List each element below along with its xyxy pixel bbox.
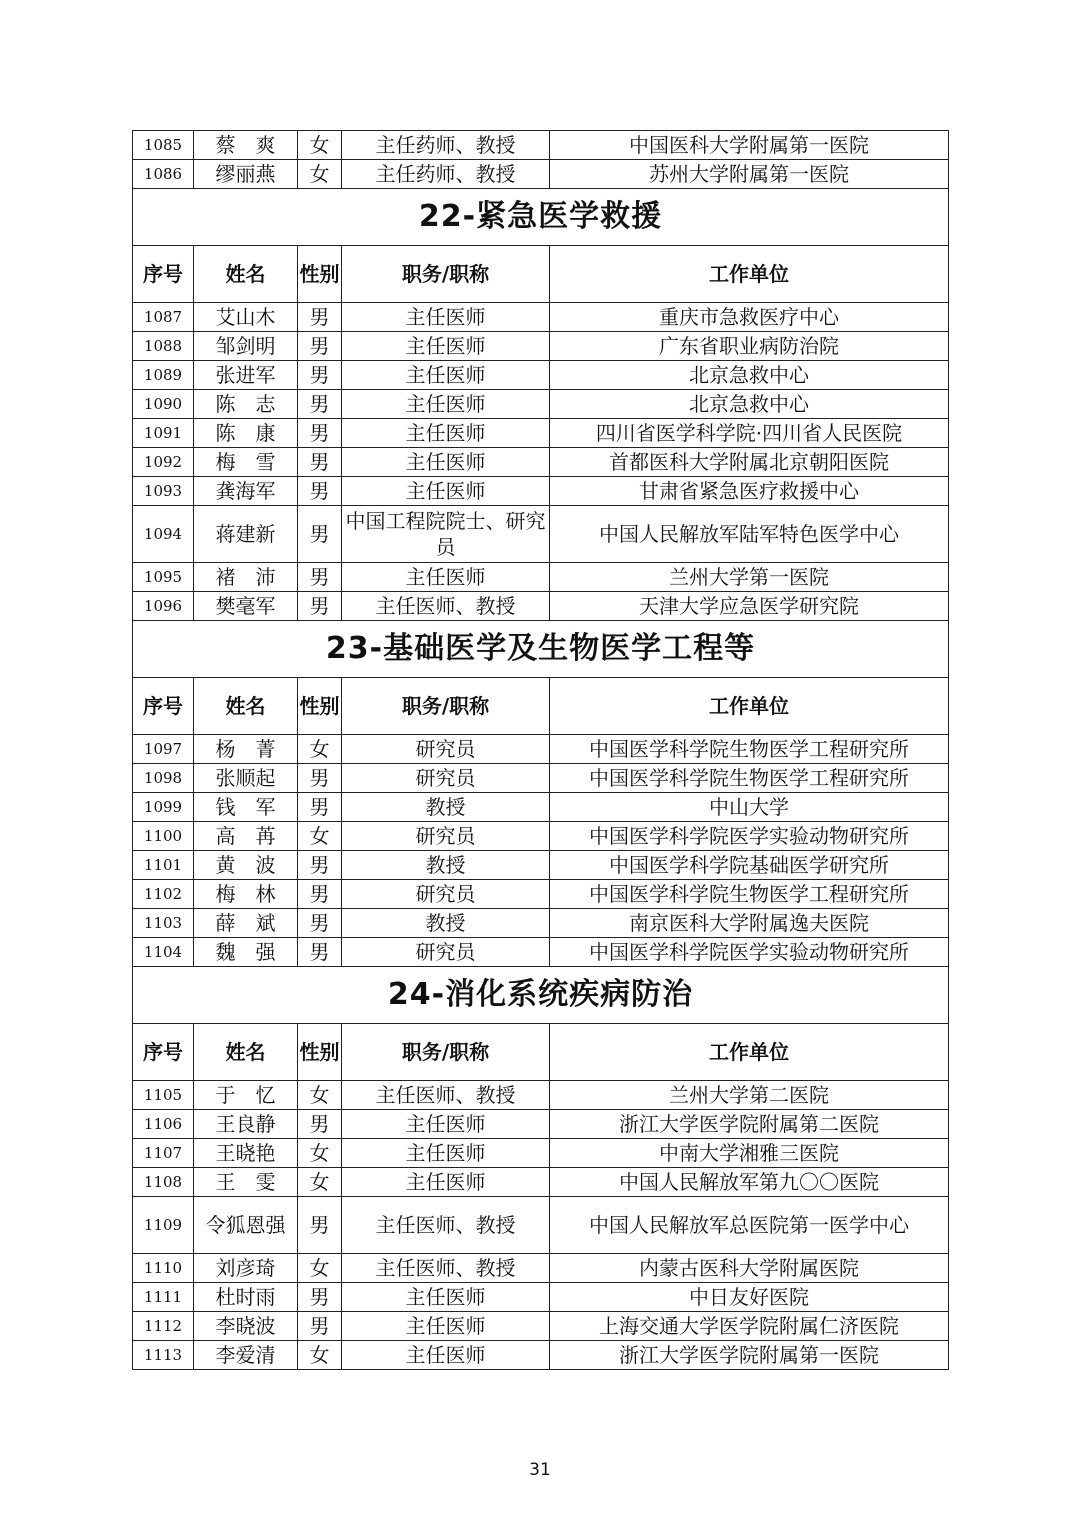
header-number: 序号 bbox=[133, 246, 194, 303]
column-header-row bbox=[133, 246, 949, 303]
row-gender: 女 bbox=[298, 1254, 342, 1283]
table-row bbox=[133, 735, 949, 764]
table-row bbox=[133, 909, 949, 938]
table-row bbox=[133, 303, 949, 332]
section-title: 24-消化系统疾病防治 bbox=[133, 967, 949, 1024]
row-name: 邹剑明 bbox=[194, 332, 298, 361]
row-unit: 浙江大学医学院附属第二医院 bbox=[550, 1110, 949, 1139]
row-number: 1111 bbox=[133, 1283, 194, 1312]
table-row bbox=[133, 361, 949, 390]
table-row bbox=[133, 822, 949, 851]
row-name: 高 苒 bbox=[194, 822, 298, 851]
row-title: 主任医师 bbox=[342, 361, 550, 390]
row-unit: 南京医科大学附属逸夫医院 bbox=[550, 909, 949, 938]
row-number: 1100 bbox=[133, 822, 194, 851]
row-gender: 男 bbox=[298, 1283, 342, 1312]
row-gender: 女 bbox=[298, 1168, 342, 1197]
header-title: 职务/职称 bbox=[342, 1024, 550, 1081]
row-number: 1105 bbox=[133, 1081, 194, 1110]
row-unit: 中国医学科学院医学实验动物研究所 bbox=[550, 938, 949, 967]
table-row bbox=[133, 764, 949, 793]
row-gender: 女 bbox=[298, 1139, 342, 1168]
row-number: 1113 bbox=[133, 1341, 194, 1370]
row-name: 钱 军 bbox=[194, 793, 298, 822]
row-number: 1087 bbox=[133, 303, 194, 332]
row-unit: 北京急救中心 bbox=[550, 361, 949, 390]
row-number: 1088 bbox=[133, 332, 194, 361]
table-row bbox=[133, 793, 949, 822]
header-unit: 工作单位 bbox=[550, 1024, 949, 1081]
row-number: 1110 bbox=[133, 1254, 194, 1283]
row-title: 主任医师、教授 bbox=[342, 1081, 550, 1110]
row-unit: 中国医学科学院生物医学工程研究所 bbox=[550, 764, 949, 793]
row-title: 主任医师、教授 bbox=[342, 1197, 550, 1254]
row-number: 1103 bbox=[133, 909, 194, 938]
row-number: 1089 bbox=[133, 361, 194, 390]
row-unit: 苏州大学附属第一医院 bbox=[550, 160, 949, 189]
row-gender: 男 bbox=[298, 851, 342, 880]
row-title: 主任医师 bbox=[342, 1139, 550, 1168]
table-row bbox=[133, 880, 949, 909]
row-gender: 男 bbox=[298, 506, 342, 563]
row-name: 樊毫军 bbox=[194, 592, 298, 621]
row-unit: 中国医学科学院生物医学工程研究所 bbox=[550, 735, 949, 764]
row-unit: 中国医学科学院生物医学工程研究所 bbox=[550, 880, 949, 909]
row-unit: 中国人民解放军总医院第一医学中心 bbox=[550, 1197, 949, 1254]
column-header-row bbox=[133, 678, 949, 735]
table-row bbox=[133, 131, 949, 160]
row-unit: 内蒙古医科大学附属医院 bbox=[550, 1254, 949, 1283]
row-name: 王晓艳 bbox=[194, 1139, 298, 1168]
row-title: 主任医师 bbox=[342, 419, 550, 448]
row-gender: 男 bbox=[298, 419, 342, 448]
row-title: 主任医师 bbox=[342, 1341, 550, 1370]
table-row bbox=[133, 1312, 949, 1341]
row-name: 李爱清 bbox=[194, 1341, 298, 1370]
table-row bbox=[133, 332, 949, 361]
row-name: 缪丽燕 bbox=[194, 160, 298, 189]
row-title: 研究员 bbox=[342, 735, 550, 764]
row-number: 1109 bbox=[133, 1197, 194, 1254]
row-name: 王良静 bbox=[194, 1110, 298, 1139]
table-row bbox=[133, 1139, 949, 1168]
row-name: 王 雯 bbox=[194, 1168, 298, 1197]
row-number: 1108 bbox=[133, 1168, 194, 1197]
row-title: 主任医师 bbox=[342, 1168, 550, 1197]
row-gender: 男 bbox=[298, 793, 342, 822]
row-unit: 中国医学科学院医学实验动物研究所 bbox=[550, 822, 949, 851]
row-gender: 男 bbox=[298, 880, 342, 909]
section-title: 22-紧急医学救援 bbox=[133, 189, 949, 246]
row-name: 杨 菁 bbox=[194, 735, 298, 764]
row-title: 主任医师、教授 bbox=[342, 592, 550, 621]
row-title: 教授 bbox=[342, 793, 550, 822]
row-gender: 男 bbox=[298, 909, 342, 938]
row-number: 1085 bbox=[133, 131, 194, 160]
row-gender: 女 bbox=[298, 131, 342, 160]
row-gender: 男 bbox=[298, 1197, 342, 1254]
row-number: 1090 bbox=[133, 390, 194, 419]
row-number: 1102 bbox=[133, 880, 194, 909]
header-number: 序号 bbox=[133, 1024, 194, 1081]
table-row bbox=[133, 506, 949, 563]
row-gender: 女 bbox=[298, 822, 342, 851]
row-unit: 中山大学 bbox=[550, 793, 949, 822]
table-row bbox=[133, 477, 949, 506]
row-name: 李晓波 bbox=[194, 1312, 298, 1341]
row-name: 蒋建新 bbox=[194, 506, 298, 563]
row-title: 教授 bbox=[342, 909, 550, 938]
row-name: 龚海军 bbox=[194, 477, 298, 506]
row-name: 张进军 bbox=[194, 361, 298, 390]
row-name: 杜时雨 bbox=[194, 1283, 298, 1312]
row-unit: 中国人民解放军第九〇〇医院 bbox=[550, 1168, 949, 1197]
row-gender: 男 bbox=[298, 592, 342, 621]
row-number: 1097 bbox=[133, 735, 194, 764]
row-unit: 四川省医学科学院·四川省人民医院 bbox=[550, 419, 949, 448]
header-unit: 工作单位 bbox=[550, 678, 949, 735]
header-gender: 性别 bbox=[298, 678, 342, 735]
row-number: 1093 bbox=[133, 477, 194, 506]
table-row bbox=[133, 419, 949, 448]
table-row bbox=[133, 1110, 949, 1139]
row-number: 1104 bbox=[133, 938, 194, 967]
section-title: 23-基础医学及生物医学工程等 bbox=[133, 621, 949, 678]
row-title: 研究员 bbox=[342, 764, 550, 793]
row-unit: 重庆市急救医疗中心 bbox=[550, 303, 949, 332]
row-number: 1112 bbox=[133, 1312, 194, 1341]
row-number: 1091 bbox=[133, 419, 194, 448]
row-gender: 女 bbox=[298, 160, 342, 189]
table-row bbox=[133, 851, 949, 880]
page-number: 31 bbox=[529, 1460, 551, 1480]
row-number: 1096 bbox=[133, 592, 194, 621]
table-row bbox=[133, 1254, 949, 1283]
row-gender: 男 bbox=[298, 1110, 342, 1139]
row-number: 1095 bbox=[133, 563, 194, 592]
table-row bbox=[133, 938, 949, 967]
table-row bbox=[133, 448, 949, 477]
row-unit: 首都医科大学附属北京朝阳医院 bbox=[550, 448, 949, 477]
header-title: 职务/职称 bbox=[342, 678, 550, 735]
row-title: 主任医师 bbox=[342, 390, 550, 419]
row-name: 梅 雪 bbox=[194, 448, 298, 477]
row-gender: 男 bbox=[298, 764, 342, 793]
header-title: 职务/职称 bbox=[342, 246, 550, 303]
row-name: 艾山木 bbox=[194, 303, 298, 332]
row-title: 主任医师 bbox=[342, 448, 550, 477]
row-title: 主任医师 bbox=[342, 303, 550, 332]
row-title: 教授 bbox=[342, 851, 550, 880]
row-title: 主任医师 bbox=[342, 1110, 550, 1139]
row-unit: 中南大学湘雅三医院 bbox=[550, 1139, 949, 1168]
row-number: 1098 bbox=[133, 764, 194, 793]
row-title: 主任医师 bbox=[342, 1312, 550, 1341]
row-unit: 兰州大学第一医院 bbox=[550, 563, 949, 592]
table-row bbox=[133, 160, 949, 189]
row-unit: 中国医学科学院基础医学研究所 bbox=[550, 851, 949, 880]
row-name: 令狐恩强 bbox=[194, 1197, 298, 1254]
row-unit: 中国医科大学附属第一医院 bbox=[550, 131, 949, 160]
row-title: 主任药师、教授 bbox=[342, 160, 550, 189]
row-name: 梅 林 bbox=[194, 880, 298, 909]
table-row bbox=[133, 1081, 949, 1110]
row-gender: 男 bbox=[298, 563, 342, 592]
row-unit: 中日友好医院 bbox=[550, 1283, 949, 1312]
header-number: 序号 bbox=[133, 678, 194, 735]
row-number: 1107 bbox=[133, 1139, 194, 1168]
header-gender: 性别 bbox=[298, 246, 342, 303]
row-name: 褚 沛 bbox=[194, 563, 298, 592]
row-number: 1099 bbox=[133, 793, 194, 822]
row-title: 主任医师 bbox=[342, 563, 550, 592]
row-name: 于 忆 bbox=[194, 1081, 298, 1110]
header-gender: 性别 bbox=[298, 1024, 342, 1081]
row-name: 黄 波 bbox=[194, 851, 298, 880]
row-gender: 男 bbox=[298, 938, 342, 967]
table-row bbox=[133, 1168, 949, 1197]
row-name: 蔡 爽 bbox=[194, 131, 298, 160]
expert-list-table bbox=[132, 130, 949, 1370]
row-unit: 兰州大学第二医院 bbox=[550, 1081, 949, 1110]
row-unit: 浙江大学医学院附属第一医院 bbox=[550, 1341, 949, 1370]
row-name: 刘彦琦 bbox=[194, 1254, 298, 1283]
table-row bbox=[133, 1341, 949, 1370]
section-title-row bbox=[133, 621, 949, 678]
row-name: 魏 强 bbox=[194, 938, 298, 967]
row-name: 薛 斌 bbox=[194, 909, 298, 938]
row-number: 1094 bbox=[133, 506, 194, 563]
row-number: 1086 bbox=[133, 160, 194, 189]
row-unit: 中国人民解放军陆军特色医学中心 bbox=[550, 506, 949, 563]
row-gender: 男 bbox=[298, 332, 342, 361]
row-number: 1106 bbox=[133, 1110, 194, 1139]
row-gender: 男 bbox=[298, 361, 342, 390]
row-gender: 男 bbox=[298, 448, 342, 477]
header-name: 姓名 bbox=[194, 1024, 298, 1081]
row-title: 研究员 bbox=[342, 822, 550, 851]
row-unit: 北京急救中心 bbox=[550, 390, 949, 419]
table-row bbox=[133, 1197, 949, 1254]
header-name: 姓名 bbox=[194, 246, 298, 303]
row-title: 主任医师 bbox=[342, 1283, 550, 1312]
row-unit: 广东省职业病防治院 bbox=[550, 332, 949, 361]
row-unit: 天津大学应急医学研究院 bbox=[550, 592, 949, 621]
row-number: 1101 bbox=[133, 851, 194, 880]
header-unit: 工作单位 bbox=[550, 246, 949, 303]
row-gender: 男 bbox=[298, 390, 342, 419]
row-gender: 男 bbox=[298, 1312, 342, 1341]
row-unit: 上海交通大学医学院附属仁济医院 bbox=[550, 1312, 949, 1341]
row-unit: 甘肃省紧急医疗救援中心 bbox=[550, 477, 949, 506]
row-number: 1092 bbox=[133, 448, 194, 477]
row-gender: 女 bbox=[298, 1081, 342, 1110]
table-row bbox=[133, 563, 949, 592]
row-title: 中国工程院院士、研究员 bbox=[342, 506, 550, 563]
row-name: 张顺起 bbox=[194, 764, 298, 793]
row-gender: 女 bbox=[298, 735, 342, 764]
table-row bbox=[133, 592, 949, 621]
row-title: 研究员 bbox=[342, 938, 550, 967]
row-title: 主任医师、教授 bbox=[342, 1254, 550, 1283]
table-row bbox=[133, 1283, 949, 1312]
row-title: 主任药师、教授 bbox=[342, 131, 550, 160]
row-gender: 男 bbox=[298, 303, 342, 332]
row-name: 陈 康 bbox=[194, 419, 298, 448]
section-title-row bbox=[133, 967, 949, 1024]
row-gender: 男 bbox=[298, 477, 342, 506]
row-title: 研究员 bbox=[342, 880, 550, 909]
row-name: 陈 志 bbox=[194, 390, 298, 419]
header-name: 姓名 bbox=[194, 678, 298, 735]
section-title-row bbox=[133, 189, 949, 246]
row-title: 主任医师 bbox=[342, 477, 550, 506]
column-header-row bbox=[133, 1024, 949, 1081]
table-row bbox=[133, 390, 949, 419]
row-gender: 女 bbox=[298, 1341, 342, 1370]
row-title: 主任医师 bbox=[342, 332, 550, 361]
